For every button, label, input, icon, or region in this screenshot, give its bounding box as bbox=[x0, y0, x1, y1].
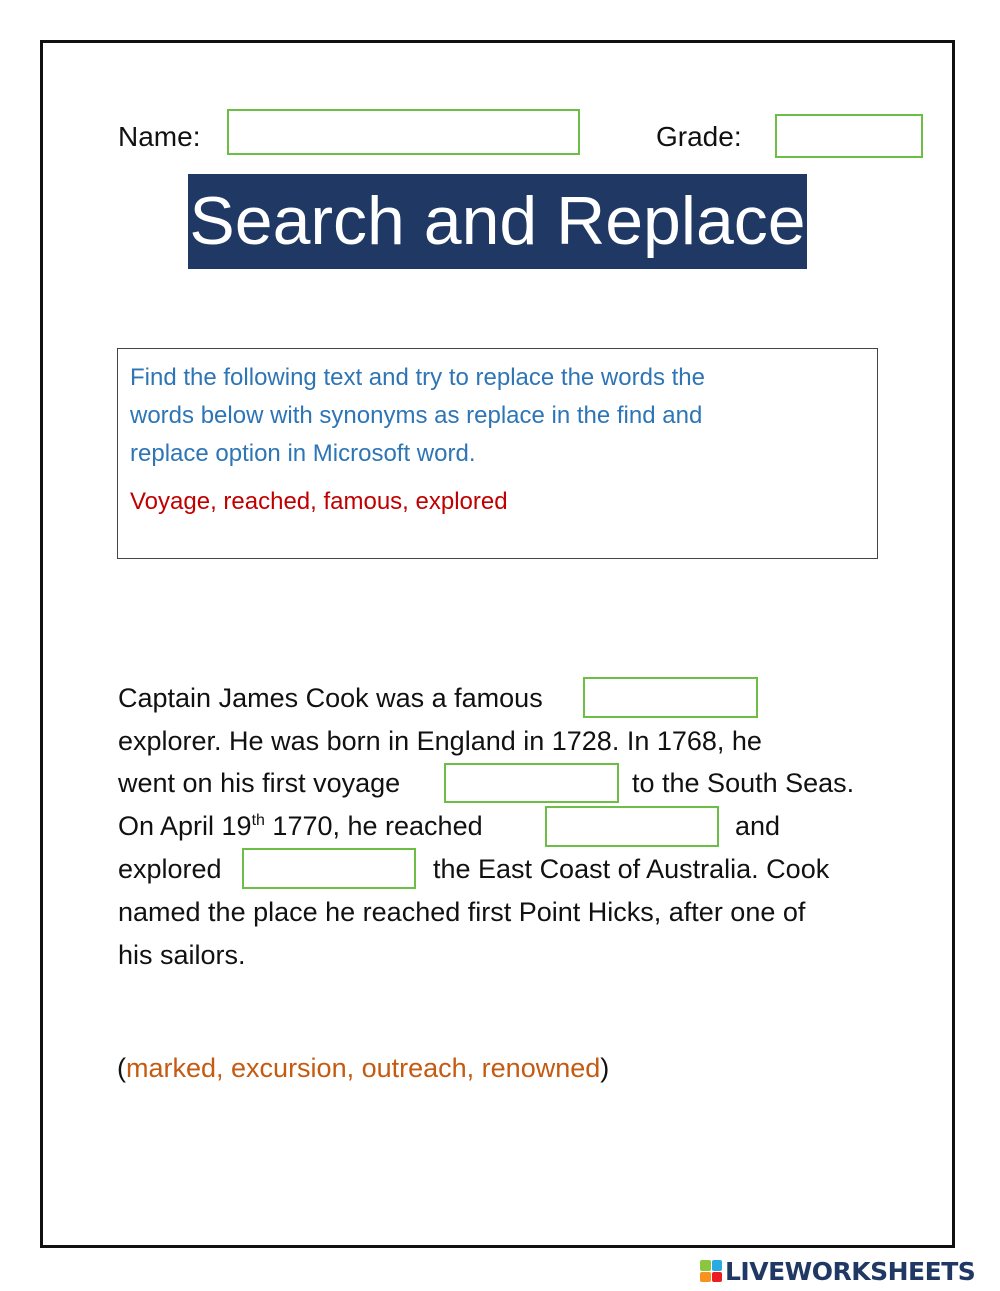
answer-blank-famous[interactable] bbox=[583, 677, 758, 718]
passage-line-5-end: the East Coast of Australia. Cook bbox=[433, 854, 830, 884]
instruction-line-2: words below with synonyms as replace in the find and bbox=[130, 402, 703, 429]
grade-label: Grade: bbox=[656, 121, 742, 152]
instruction-line-3: replace option in Microsoft word. bbox=[130, 440, 476, 467]
target-word-list: Voyage, reached, famous, explored bbox=[130, 488, 508, 515]
ordinal-suffix: th bbox=[251, 812, 265, 829]
answer-blank-explored[interactable] bbox=[242, 848, 416, 889]
synonym-words: marked, excursion, outreach, renowned bbox=[126, 1053, 601, 1083]
instruction-box bbox=[117, 348, 878, 559]
passage-line-1: Captain James Cook was a famous bbox=[118, 683, 543, 713]
answer-blank-voyage[interactable] bbox=[444, 763, 619, 803]
passage-line-6: named the place he reached first Point Hicks, after one of bbox=[118, 897, 806, 927]
brand-name: LIVEWORKSHEETS bbox=[725, 1256, 976, 1286]
passage-line-4: On April 19th 1770, he reached bbox=[118, 811, 483, 841]
passage-line-3: went on his first voyage bbox=[118, 768, 401, 798]
instruction-line-1: Find the following text and try to replace the words the bbox=[130, 364, 705, 391]
page-title: Search and Replace bbox=[188, 174, 807, 269]
passage-line-3-end: to the South Seas. bbox=[632, 768, 855, 798]
liveworksheets-brand bbox=[700, 1256, 975, 1286]
passage-line-4-end: and bbox=[735, 811, 781, 841]
name-label: Name: bbox=[118, 121, 201, 152]
passage-line-5: explored bbox=[118, 854, 222, 884]
answer-blank-reached[interactable] bbox=[545, 806, 719, 847]
synonym-word-bank: (marked, excursion, outreach, renowned) bbox=[117, 1053, 610, 1083]
instruction-text bbox=[130, 359, 830, 473]
liveworksheets-logo-icon bbox=[700, 1260, 722, 1282]
grade-input[interactable] bbox=[775, 114, 923, 158]
passage-line-7: his sailors. bbox=[118, 940, 246, 970]
passage-line-2: explorer. He was born in England in 1728. In 1768, he bbox=[118, 726, 762, 756]
name-input[interactable] bbox=[227, 109, 580, 155]
